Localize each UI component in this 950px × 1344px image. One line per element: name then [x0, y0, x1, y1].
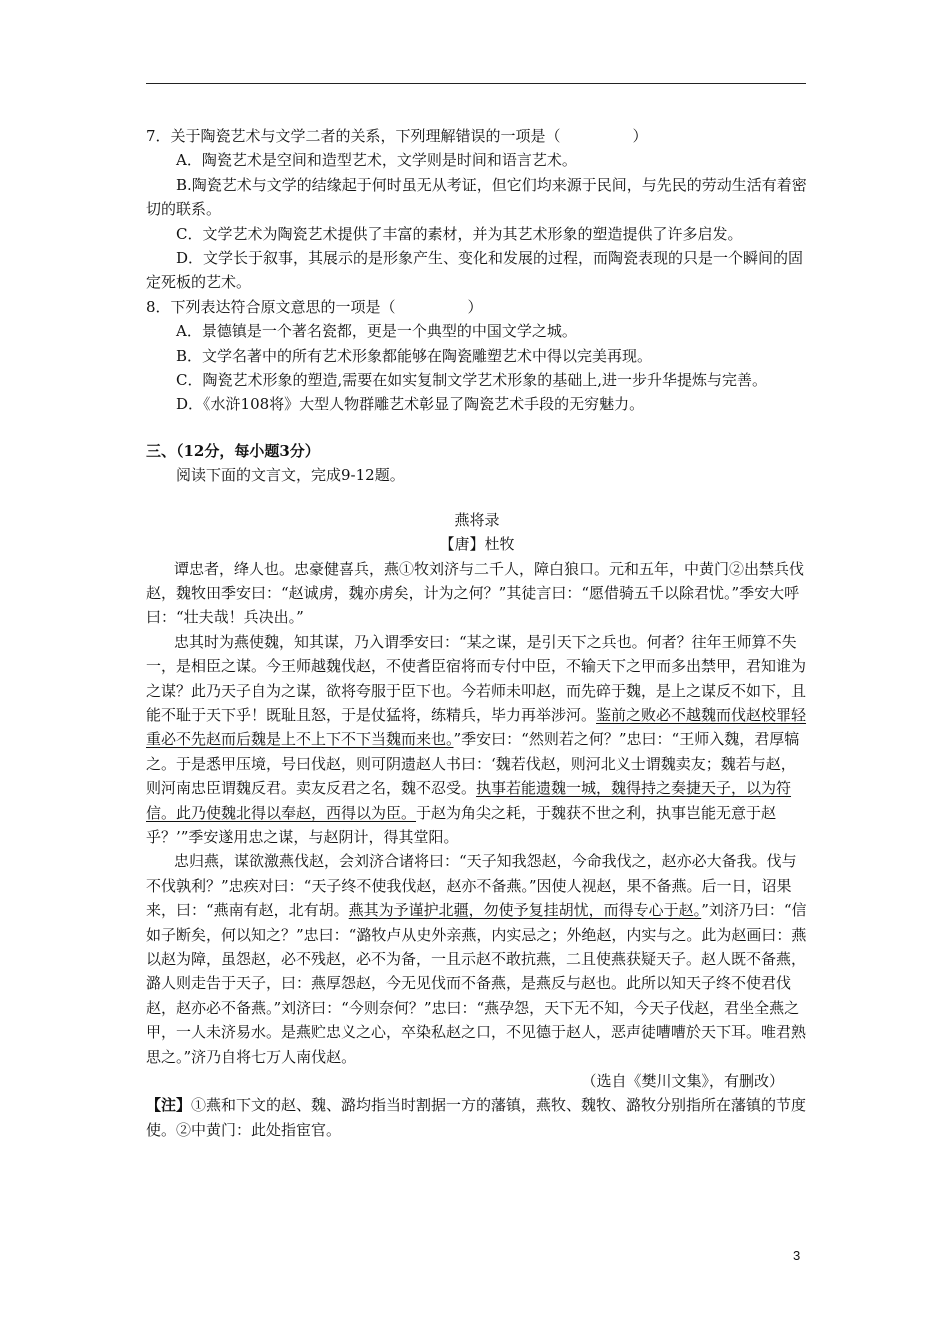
passage-author: 【唐】杜牧 — [439, 535, 515, 554]
q8-option-d: D．《水浒108将》大型人物群雕艺术彰显了陶瓷艺术手段的无穷魅力。 — [176, 395, 645, 414]
passage-note — [146, 1093, 808, 1142]
q8-close: ） — [467, 297, 483, 316]
underlined-sentence-3: 燕其为予谨护北疆，勿使予复挂胡忧，而得专心于赵。 — [348, 901, 702, 920]
q7-option-d: D．文学长于叙事，其展示的是形象产生、变化和发展的过程，而陶瓷表现的只是一个瞬间的固定死板的艺术。 — [146, 249, 804, 292]
q7-option-c: C．文学艺术为陶瓷艺术提供了丰富的素材，并为其艺术形象的塑造提供了许多启发。 — [176, 224, 743, 243]
note-label: 【注】 — [146, 1096, 192, 1115]
q7-stem-text: 7．关于陶瓷艺术与文学二者的关系，下列理解错误的一项是（ — [146, 127, 561, 145]
p2-text-a: 忠其时为燕使魏，知其谋，乃入谓季安曰：“某之谋，是引天下之兵也。何者？往年王师算不失一，是相臣之谋。今王师越魏伐赵，不使耆臣宿将而专付中臣，不输天下之甲而多出禁甲，君知谁为之谋？此乃天子自为之谋，欲将夸服于臣下也。今若师未叩赵，而先碎于魏，是上之谋反不如下，且能不耻于天下乎！既耻且怒，于是仗猛将，练精兵，毕力再举涉河。 — [146, 632, 807, 724]
q8-option-a: A．景德镇是一个著名瓷都，更是一个典型的中国文学之城。 — [176, 322, 577, 341]
p2-text-c: 于赵为角尖之耗，于魏获不世之利，执事岂能无意于赵乎？’”季安遂用忠之谋，与赵阴计，得其堂阳。 — [146, 803, 777, 846]
spacer — [146, 488, 808, 508]
spacer — [146, 417, 808, 439]
q7-option-b: B.陶瓷艺术与文学的结缘起于何时虽无从考证，但它们均来源于民间，与先民的劳动生活有着密切的联系。 — [146, 175, 807, 219]
page-number: 3 — [793, 1248, 801, 1263]
underlined-sentence-2: 执事若能遗魏一城，魏得持之奏捷天子，以为符信。此乃使魏北得以奉赵，西得以为臣。 — [146, 779, 792, 822]
passage-title: 燕将录 — [454, 510, 500, 529]
passage-source: （选自《樊川文集》，有删改） — [581, 1072, 784, 1091]
q7-close: ） — [632, 127, 648, 145]
underlined-sentence-1: 鉴前之败必不越魏而伐赵校罪轻重必不先赵而后魏是上不上下不下当魏而来也。 — [146, 705, 807, 749]
header-rule — [146, 83, 806, 84]
p2-text-b: ”季安曰：“然则若之何？”忠曰：“王师入魏，君厚犒之。于是悉甲压境，号曰伐赵，则可阴遗赵人书曰：‘魏若伐赵，则河北义士谓魏卖友；魏若与赵，则河南忠臣谓魏反君。卖友反君之名，魏不忍受。 — [146, 730, 800, 798]
section-heading: 三、（12分，每小题3分） — [146, 441, 320, 460]
p3-text-a: 忠归燕，谋欲激燕伐赵，会刘济合诸将曰：“天子知我怨赵，今命我伐之，赵亦必大备我。伐与不伐孰利？”忠疾对曰：“天子终不使我伐赵，赵亦不备燕。”因使人视赵，果不备燕。后一日，诏果来，曰：“燕南有赵，北有胡。 — [146, 852, 797, 920]
q8-option-c: C．陶瓷艺术形象的塑造,需要在如实复制文学艺术形象的基础上,进一步升华提炼与完善。 — [176, 371, 768, 390]
q7-stem — [146, 124, 808, 148]
note-text: ①燕和下文的赵、魏、潞均指当时割据一方的藩镇，燕牧、魏牧、潞牧分别指所在藩镇的节度使。②中黄门：此处指宦官。 — [146, 1096, 807, 1139]
q8-stem — [146, 295, 808, 319]
q8-stem-text: 8．下列表达符合原文意思的一项是（ — [146, 297, 396, 316]
passage-paragraph-1: 谭忠者，绛人也。忠豪健喜兵，燕①牧刘济与二千人，障白狼口。元和五年，中黄门②出禁兵伐赵，魏牧田季安曰：“赵诚虏，魏亦虏矣，计为之何？”其徒言曰：“愿借骑五千以除君忧。”季安大呼曰：“壮夫哉！兵决出。” — [146, 559, 805, 627]
passage-paragraph-2 — [146, 630, 808, 850]
section-instruction: 阅读下面的文言文，完成9-12题。 — [176, 466, 405, 485]
p3-text-b: ”刘济乃曰：“信如子断矣，何以知之？”忠曰：“潞牧卢从史外亲燕，内实忌之；外绝赵，内实与之。此为赵画曰：燕以赵为障，虽怨赵，必不残赵，必不为备，一且示赵不敢抗燕，二且使燕获疑天子。赵人既不备燕，潞人则走告于天子，曰：燕厚怨赵，今无见伐而不备燕，是燕反与赵也。此所以知天子终不使君伐赵，赵亦必不备燕。”刘济曰：“今则奈何？”忠曰：“燕孕怨，天下无不知，今天子伐赵，君坐全燕之甲，一人未济易水。是燕贮忠义之心，卒染私赵之口，不见德于赵人，恶声徒嘈嘈於天下耳。唯君熟思之。”济乃自将七万人南伐赵。 — [146, 901, 807, 1066]
q8-option-b: B．文学名著中的所有艺术形象都能够在陶瓷雕塑艺术中得以完美再现。 — [176, 346, 653, 365]
document-body — [146, 124, 808, 1142]
q7-option-a: A．陶瓷艺术是空间和造型艺术，文学则是时间和语言艺术。 — [176, 151, 577, 170]
passage-paragraph-3 — [146, 849, 808, 1069]
